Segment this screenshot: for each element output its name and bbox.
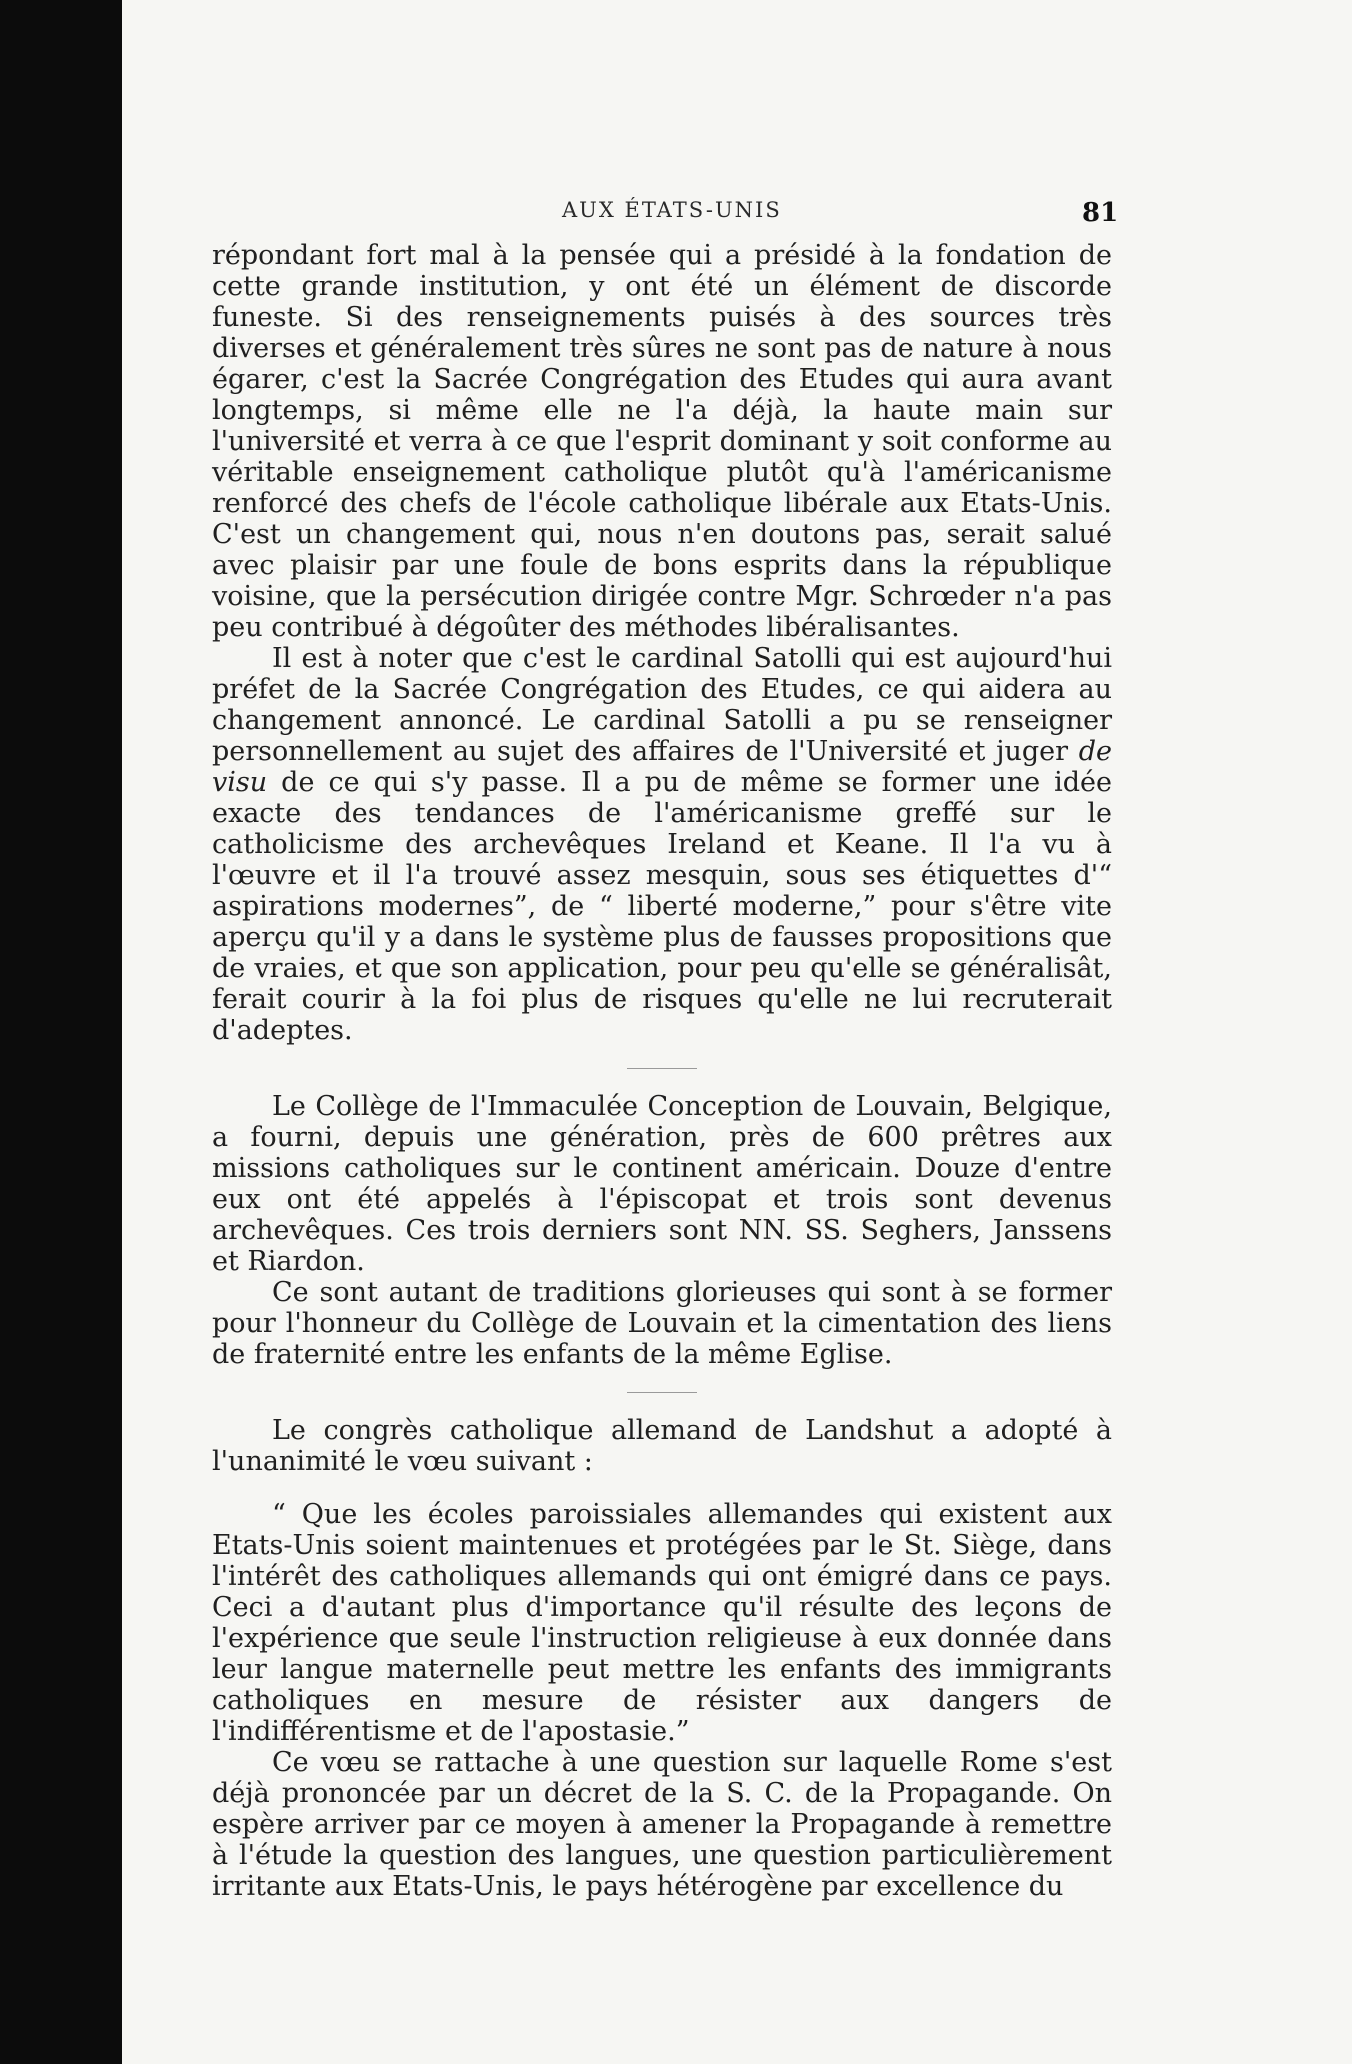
page-header	[122, 198, 1352, 238]
scan-border-left	[0, 0, 122, 2064]
section-divider	[627, 1392, 697, 1393]
paragraph: répondant fort mal à la pensée qui a présidé à la fondation de cette grande institution, y ont été un élément de discorde funeste. Si des renseignements puisés à des sources très diverses et généralement très sûres ne sont pas de nature à nous égarer, c'est la Sacrée Congrégation des Etudes qui aura avant longtemps, si même elle ne l'a déjà, la haute main sur l'université et verra à ce que l'esprit dominant y soit conforme au véritable enseignement catholique plutôt qu'à l'américanisme renforcé des chefs de l'école catholique libérale aux Etats-Unis. C'est un changement qui, nous n'en doutons pas, serait salué avec plaisir par une foule de bons esprits dans la république voisine, que la persécution dirigée contre Mgr. Schrœder n'a pas peu contribué à dégoûter des méthodes libéralisantes.	[212, 240, 1112, 643]
section-landshut	[212, 1415, 1112, 1902]
paragraph: Le congrès catholique allemand de Landshut a adopté à l'unanimité le vœu suivant :	[212, 1415, 1112, 1477]
paragraph: Le Collège de l'Immaculée Conception de Louvain, Belgique, a fourni, depuis une génération, près de 600 prêtres aux missions catholiques sur le continent américain. Douze d'entre eux ont été appelés à l'épiscopat et trois sont devenus archevêques. Ces trois derniers sont NN. SS. Seghers, Janssens et Riardon.	[212, 1091, 1112, 1277]
book-page	[122, 0, 1352, 2064]
page-body	[212, 240, 1112, 1902]
running-head: AUX ÉTATS-UNIS	[562, 198, 782, 222]
italic-text: de visu	[212, 736, 1112, 798]
section-louvain	[212, 1091, 1112, 1370]
paragraph: Ce vœu se rattache à une question sur laquelle Rome s'est déjà prononcée par un décret de la S. C. de la Propagande. On espère arriver par ce moyen à amener la Propagande à remettre à l'étude la question des langues, une question particulièrement irritante aux Etats-Unis, le pays hétérogène par excellence du	[212, 1747, 1112, 1902]
section-satolli	[212, 240, 1112, 1046]
text-run: Il est à noter que c'est le cardinal Satolli qui est aujourd'hui préfet de la Sacrée Congrégation des Etudes, ce qui aidera au changement annoncé. Le cardinal Satolli a pu se renseigner personnellement au sujet des affaires de l'Université et juger	[212, 643, 1112, 767]
section-divider	[627, 1068, 697, 1069]
paragraph	[212, 643, 1112, 1046]
quoted-resolution: “ Que les écoles paroissiales allemandes qui existent aux Etats-Unis soient maintenues et protégées par le St. Siège, dans l'intérêt des catholiques allemands qui ont émigré dans ce pays. Ceci a d'autant plus d'importance qu'il résulte des leçons de l'expérience que seule l'instruction religieuse à eux donnée dans leur langue maternelle peut mettre les enfants des immigrants catholiques en mesure de résister aux dangers de l'indifférentisme et de l'apostasie.”	[212, 1499, 1112, 1747]
page-number: 81	[1082, 198, 1119, 228]
text-run: de ce qui s'y passe. Il a pu de même se former une idée exacte des tendances de l'américanisme greffé sur le catholicisme des archevêques Ireland et Keane. Il l'a vu à l'œuvre et il l'a trouvé assez mesquin, sous ses étiquettes d'“ aspirations modernes”, de “ liberté moderne,” pour s'être vite aperçu qu'il y a dans le système plus de fausses propositions que de vraies, et que son application, pour peu qu'elle se généralisât, ferait courir à la foi plus de risques qu'elle ne lui recruterait d'adeptes.	[212, 767, 1112, 1046]
paragraph: Ce sont autant de traditions glorieuses qui sont à se former pour l'honneur du Collège de Louvain et la cimentation des liens de fraternité entre les enfants de la même Eglise.	[212, 1277, 1112, 1370]
